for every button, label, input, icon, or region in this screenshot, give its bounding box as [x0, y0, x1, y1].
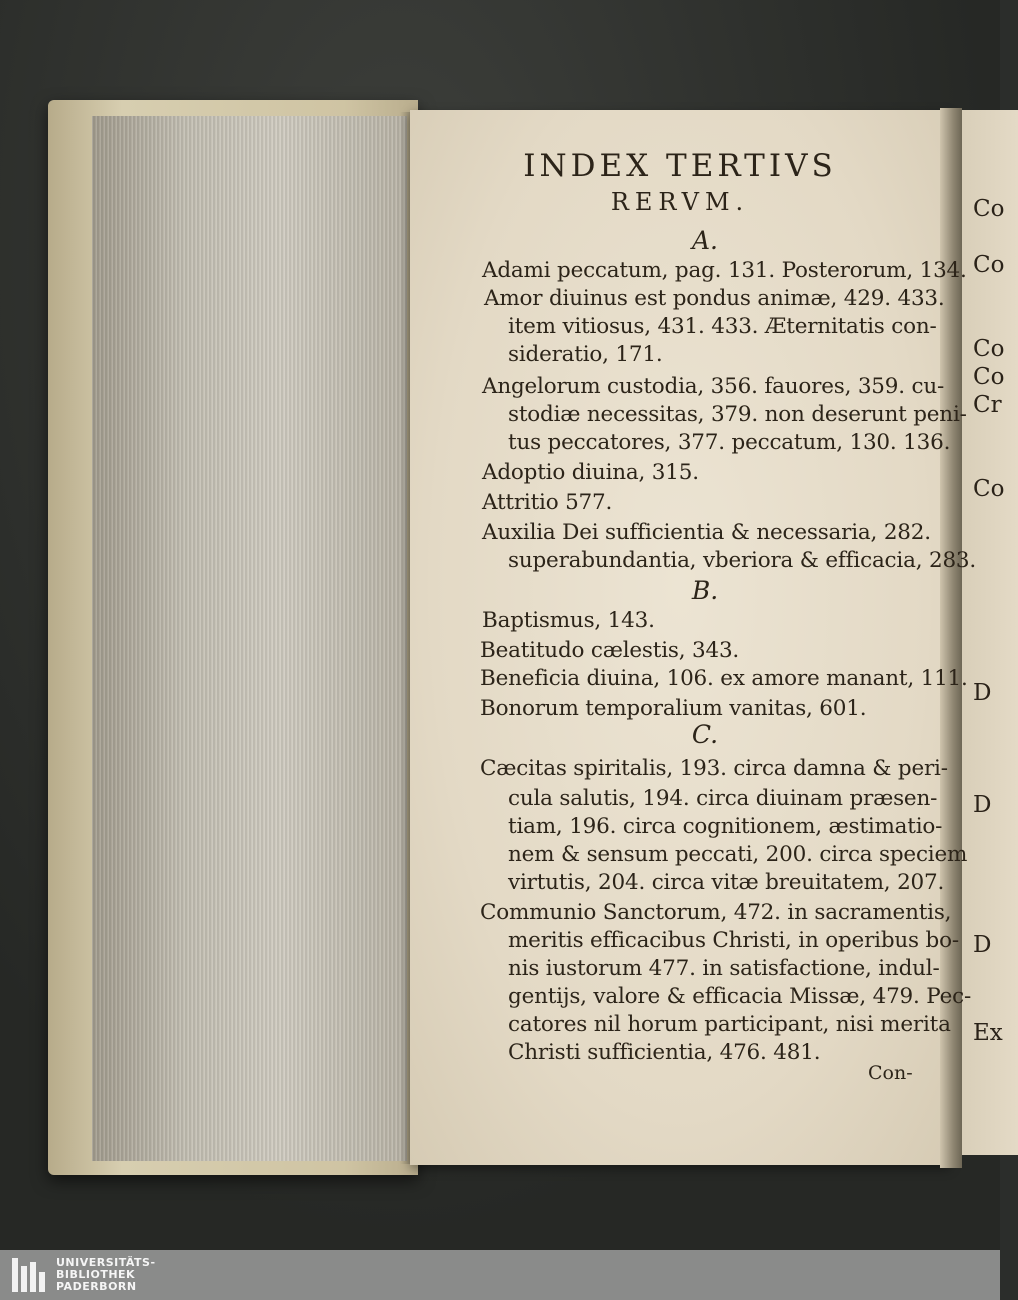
index-entry-line: Beneficia diuina, 106. ex amore manant, 111.: [480, 666, 968, 691]
index-entry-line: Cæcitas spiritalis, 193. circa damna & peri-: [480, 756, 948, 781]
index-entry-line: nem & sensum peccati, 200. circa speciem: [508, 842, 968, 867]
facing-page-fragment: D: [973, 792, 992, 818]
library-logo-icon: [12, 1258, 52, 1292]
index-entry-line: Beatitudo cælestis, 343.: [480, 638, 740, 663]
logo-line-3: PADERBORN: [56, 1280, 137, 1293]
facing-page-fragment: D: [973, 680, 992, 706]
index-entry-line: tiam, 196. circa cognitionem, æstimatio-: [508, 814, 943, 839]
facing-page-fragment: Co: [973, 476, 1005, 502]
index-entry-line: Angelorum custodia, 356. fauores, 359. cu-: [482, 374, 945, 399]
section-letter-b: B.: [691, 576, 719, 605]
index-entry-line: Bonorum temporalium vanitas, 601.: [480, 696, 867, 721]
index-entry-line: Adoptio diuina, 315.: [482, 460, 699, 485]
facing-page-fragment: Co: [973, 364, 1005, 390]
index-entry-line: Baptismus, 143.: [482, 608, 655, 633]
section-letter-c: C.: [691, 720, 719, 749]
index-entry-line: meritis efficacibus Christi, in operibus bo-: [508, 928, 959, 953]
index-entry-line: Amor diuinus est pondus animæ, 429. 433.: [484, 286, 945, 311]
index-entry-line: Attritio 577.: [482, 490, 613, 515]
index-entry-line: virtutis, 204. circa vitæ breuitatem, 207.: [508, 870, 945, 895]
facing-page-fragment: D: [973, 932, 992, 958]
facing-page-fragment: Co: [973, 336, 1005, 362]
index-entry-line: Auxilia Dei sufficientia & necessaria, 282.: [482, 520, 931, 545]
logo-line-1: UNIVERSITÄTS-: [56, 1256, 156, 1269]
footer-bar: [0, 1250, 1000, 1300]
index-subtitle: RERVM.: [610, 188, 750, 216]
index-entry-line: gentijs, valore & efficacia Missæ, 479. Pec-: [508, 984, 972, 1009]
index-entry-line: stodiæ necessitas, 379. non deserunt peni-: [508, 402, 967, 427]
facing-page-fragment: Cr: [973, 392, 1002, 418]
index-entry-line: Communio Sanctorum, 472. in sacramentis,: [480, 900, 952, 925]
index-entry-line: item vitiosus, 431. 433. Æternitatis con-: [508, 314, 937, 339]
facing-page-fragment: Ex: [973, 1020, 1003, 1046]
index-entry-line: nis iustorum 477. in satisfactione, indul-: [508, 956, 940, 981]
index-entry-line: cula salutis, 194. circa diuinam præsen-: [508, 786, 938, 811]
index-entry-line: sideratio, 171.: [508, 342, 663, 367]
index-entry-line: catores nil horum participant, nisi merita: [508, 1012, 951, 1037]
facing-page-fragment: Co: [973, 196, 1005, 222]
section-letter-a: A.: [691, 226, 718, 255]
catchword: Con-: [868, 1062, 913, 1084]
logo-line-2: BIBLIOTHEK: [56, 1268, 136, 1281]
index-title: INDEX TERTIVS: [523, 148, 837, 184]
index-entry-line: Christi sufficientia, 476. 481.: [508, 1040, 821, 1065]
index-entry-line: Adami peccatum, pag. 131. Posterorum, 134.: [482, 258, 967, 283]
library-logo-text: [56, 1257, 156, 1293]
facing-page-fragment: Co: [973, 252, 1005, 278]
index-entry-line: superabundantia, vberiora & efficacia, 283.: [508, 548, 977, 573]
index-entry-line: tus peccatores, 377. peccatum, 130. 136.: [508, 430, 951, 455]
page-block-edge: [92, 116, 407, 1161]
